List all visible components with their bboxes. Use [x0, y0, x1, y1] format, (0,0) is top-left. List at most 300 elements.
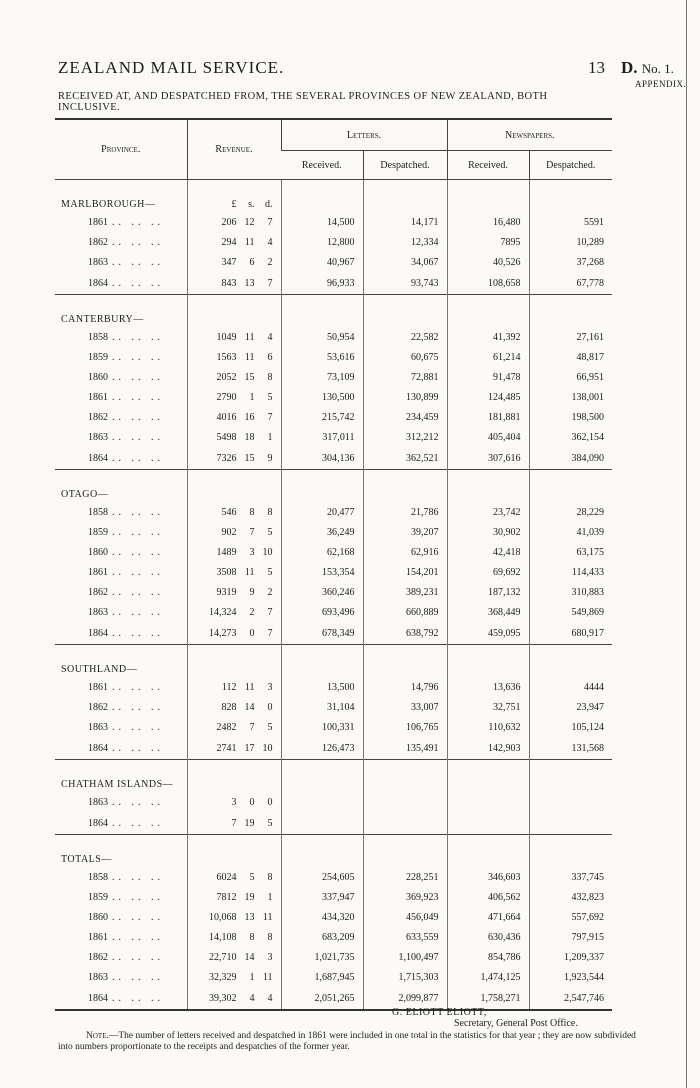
empty-cell [281, 295, 363, 328]
revenue-shillings: 19 [244, 891, 255, 903]
revenue-shillings: 11 [244, 236, 255, 248]
year-cell [55, 697, 187, 717]
newspapers-received-cell: 1,758,271 [447, 987, 529, 1010]
year-cell [55, 542, 187, 562]
year-value: 1861 [88, 681, 108, 693]
revenue-pence: 4 [267, 992, 273, 1004]
revenue-shillings: 1 [249, 391, 255, 403]
revenue-cell [187, 407, 281, 427]
year-value: 1864 [88, 277, 108, 289]
revenue-pence: 0 [267, 701, 273, 713]
newspapers-despatched-cell: 10,289 [529, 232, 612, 252]
year-value: 1864 [88, 452, 108, 464]
leader-dots: .. .. .. [112, 351, 164, 363]
letters-despatched-cell [363, 812, 447, 835]
leader-dots: .. .. .. [112, 911, 164, 923]
letters-received-cell [281, 792, 363, 812]
revenue-units-cell [187, 180, 281, 213]
letters-despatched-cell: 2,099,877 [363, 987, 447, 1010]
revenue-pence: 5 [267, 566, 273, 578]
revenue-pounds: 2790 [216, 391, 237, 403]
letters-received-cell: 62,168 [281, 542, 363, 562]
province-name: OTAGO— [55, 470, 187, 503]
year-cell [55, 677, 187, 697]
leader-dots: .. .. .. [112, 951, 164, 963]
revenue-pence: 5 [267, 391, 273, 403]
newspapers-despatched-cell: 105,124 [529, 717, 612, 737]
revenue-pence: 2 [267, 586, 273, 598]
revenue-cell [187, 502, 281, 522]
header-newspapers-despatched: Despatched. [529, 151, 612, 180]
letters-received-cell: 12,800 [281, 232, 363, 252]
page-header [58, 58, 692, 89]
revenue-shillings: 15 [244, 452, 255, 464]
letters-despatched-cell: 14,171 [363, 212, 447, 232]
letters-received-cell: 215,742 [281, 407, 363, 427]
revenue-cell [187, 387, 281, 407]
table-row [55, 447, 612, 470]
header-newspapers: Newspapers. [447, 119, 612, 151]
province-heading-row [55, 295, 612, 328]
year-cell [55, 367, 187, 387]
table-row [55, 252, 612, 272]
page-number: 13 [588, 58, 605, 77]
leader-dots: .. .. .. [112, 817, 164, 829]
revenue-cell [187, 887, 281, 907]
year-value: 1864 [88, 627, 108, 639]
newspapers-despatched-cell: 23,947 [529, 697, 612, 717]
footnote-text: —The number of letters received and despatched in 1861 were included in one total in the statistics for that year ; they are now subdivided into numbers proportionate to the receipts and despatches of the former year. [58, 1031, 636, 1052]
province-name: SOUTHLAND— [55, 645, 187, 678]
revenue-cell [187, 907, 281, 927]
revenue-pence: 3 [267, 951, 273, 963]
newspapers-received-cell: 181,881 [447, 407, 529, 427]
revenue-units-cell [187, 645, 281, 678]
revenue-pounds: 112 [221, 681, 237, 693]
footnote-label: Note. [86, 1031, 109, 1041]
newspapers-received-cell: 91,478 [447, 367, 529, 387]
year-cell [55, 427, 187, 447]
letters-received-cell: 2,051,265 [281, 987, 363, 1010]
leader-dots: .. .. .. [112, 506, 164, 518]
letters-received-cell: 20,477 [281, 502, 363, 522]
revenue-pence: 10 [262, 742, 273, 754]
letters-received-cell: 317,011 [281, 427, 363, 447]
header-letters: Letters. [281, 119, 447, 151]
revenue-pence: 4 [267, 331, 273, 343]
empty-cell [281, 470, 363, 503]
footnote [58, 1031, 648, 1053]
newspapers-despatched-cell: 1,923,544 [529, 967, 612, 987]
leader-dots: .. .. .. [112, 871, 164, 883]
table-row [55, 562, 612, 582]
currency-unit-pounds: £ [231, 199, 237, 210]
revenue-pence: 4 [267, 236, 273, 248]
revenue-shillings: 14 [244, 701, 255, 713]
revenue-pence: 1 [267, 431, 273, 443]
revenue-shillings: 13 [244, 277, 255, 289]
revenue-cell [187, 347, 281, 367]
newspapers-received-cell: 346,603 [447, 867, 529, 887]
empty-cell [281, 645, 363, 678]
empty-cell [447, 835, 529, 868]
year-value: 1863 [88, 971, 108, 983]
newspapers-received-cell: 61,214 [447, 347, 529, 367]
revenue-pounds: 2741 [216, 742, 237, 754]
table-row [55, 867, 612, 887]
newspapers-received-cell: 16,480 [447, 212, 529, 232]
header-letters-received: Received. [281, 151, 363, 180]
newspapers-despatched-cell: 549,869 [529, 602, 612, 622]
revenue-shillings: 14 [244, 951, 255, 963]
newspapers-despatched-cell: 5591 [529, 212, 612, 232]
newspapers-despatched-cell [529, 812, 612, 835]
revenue-pence: 2 [267, 256, 273, 268]
year-cell [55, 622, 187, 645]
newspapers-despatched-cell: 384,090 [529, 447, 612, 470]
letters-despatched-cell: 154,201 [363, 562, 447, 582]
revenue-pounds: 9319 [216, 586, 237, 598]
letters-received-cell: 1,687,945 [281, 967, 363, 987]
year-cell [55, 387, 187, 407]
revenue-pounds: 7326 [216, 452, 237, 464]
leader-dots: .. .. .. [112, 971, 164, 983]
newspapers-received-cell: 32,751 [447, 697, 529, 717]
letters-despatched-cell: 72,881 [363, 367, 447, 387]
letters-despatched-cell: 456,049 [363, 907, 447, 927]
letters-despatched-cell: 34,067 [363, 252, 447, 272]
revenue-pence: 3 [267, 681, 273, 693]
revenue-pence: 5 [267, 526, 273, 538]
currency-unit-pence: d. [265, 199, 273, 210]
leader-dots: .. .. .. [112, 452, 164, 464]
year-value: 1862 [88, 951, 108, 963]
empty-cell [529, 835, 612, 868]
letters-despatched-cell: 633,559 [363, 927, 447, 947]
empty-cell [529, 760, 612, 793]
year-value: 1862 [88, 236, 108, 248]
letters-received-cell: 53,616 [281, 347, 363, 367]
signature-block [392, 1007, 578, 1029]
revenue-units-cell [187, 470, 281, 503]
empty-cell [447, 645, 529, 678]
letters-received-cell: 304,136 [281, 447, 363, 470]
empty-cell [281, 180, 363, 213]
letters-received-cell: 100,331 [281, 717, 363, 737]
table-row [55, 737, 612, 760]
leader-dots: .. .. .. [112, 331, 164, 343]
leader-dots: .. .. .. [112, 796, 164, 808]
letters-despatched-cell [363, 792, 447, 812]
revenue-cell [187, 622, 281, 645]
revenue-pounds: 206 [221, 216, 237, 228]
revenue-cell [187, 252, 281, 272]
table-header [55, 119, 612, 180]
leader-dots: .. .. .. [112, 546, 164, 558]
year-cell [55, 887, 187, 907]
letters-despatched-cell: 93,743 [363, 272, 447, 295]
leader-dots: .. .. .. [112, 627, 164, 639]
newspapers-received-cell: 471,664 [447, 907, 529, 927]
letters-despatched-cell: 22,582 [363, 327, 447, 347]
table-row [55, 602, 612, 622]
empty-cell [363, 760, 447, 793]
revenue-cell [187, 542, 281, 562]
revenue-pounds: 14,273 [209, 627, 237, 639]
year-cell [55, 812, 187, 835]
leader-dots: .. .. .. [112, 931, 164, 943]
revenue-pounds: 32,329 [209, 971, 237, 983]
table-row [55, 887, 612, 907]
province-heading-row [55, 760, 612, 793]
newspapers-received-cell [447, 812, 529, 835]
revenue-pence: 8 [267, 371, 273, 383]
doc-ref-letter: D. [621, 58, 638, 77]
letters-received-cell: 434,320 [281, 907, 363, 927]
revenue-pence: 7 [267, 627, 273, 639]
letters-received-cell: 683,209 [281, 927, 363, 947]
leader-dots: .. .. .. [112, 431, 164, 443]
revenue-cell [187, 792, 281, 812]
revenue-cell [187, 677, 281, 697]
leader-dots: .. .. .. [112, 391, 164, 403]
revenue-shillings: 5 [249, 871, 255, 883]
leader-dots: .. .. .. [112, 566, 164, 578]
leader-dots: .. .. .. [112, 236, 164, 248]
table-row [55, 947, 612, 967]
table-row [55, 542, 612, 562]
revenue-cell [187, 947, 281, 967]
revenue-cell [187, 232, 281, 252]
newspapers-received-cell: 142,903 [447, 737, 529, 760]
year-value: 1859 [88, 351, 108, 363]
revenue-shillings: 8 [249, 931, 255, 943]
revenue-shillings: 17 [244, 742, 255, 754]
year-cell [55, 502, 187, 522]
revenue-cell [187, 447, 281, 470]
newspapers-received-cell: 368,449 [447, 602, 529, 622]
newspapers-despatched-cell [529, 792, 612, 812]
revenue-cell [187, 867, 281, 887]
revenue-pounds: 294 [221, 236, 237, 248]
letters-despatched-cell: 234,459 [363, 407, 447, 427]
revenue-cell [187, 367, 281, 387]
year-value: 1860 [88, 911, 108, 923]
letters-despatched-cell: 39,207 [363, 522, 447, 542]
newspapers-despatched-cell: 432,823 [529, 887, 612, 907]
revenue-units-cell [187, 295, 281, 328]
empty-cell [529, 180, 612, 213]
leader-dots: .. .. .. [112, 721, 164, 733]
letters-despatched-cell: 312,212 [363, 427, 447, 447]
empty-cell [363, 180, 447, 213]
table-row [55, 717, 612, 737]
signatory-name: G. ELIOTT ELIOTT, [392, 1007, 487, 1018]
revenue-cell [187, 717, 281, 737]
revenue-cell [187, 927, 281, 947]
revenue-pence: 5 [267, 817, 273, 829]
revenue-pounds: 902 [221, 526, 237, 538]
table-row [55, 987, 612, 1010]
year-value: 1864 [88, 742, 108, 754]
revenue-cell [187, 327, 281, 347]
doc-ref-number: No. 1. [641, 61, 674, 76]
leader-dots: .. .. .. [112, 701, 164, 713]
newspapers-received-cell: 108,658 [447, 272, 529, 295]
revenue-shillings: 7 [249, 721, 255, 733]
letters-despatched-cell: 369,923 [363, 887, 447, 907]
leader-dots: .. .. .. [112, 277, 164, 289]
newspapers-received-cell: 187,132 [447, 582, 529, 602]
revenue-pounds: 6024 [216, 871, 237, 883]
revenue-cell [187, 427, 281, 447]
year-value: 1863 [88, 721, 108, 733]
leader-dots: .. .. .. [112, 742, 164, 754]
newspapers-despatched-cell: 37,268 [529, 252, 612, 272]
revenue-pounds: 3508 [216, 566, 237, 578]
revenue-shillings: 19 [244, 817, 255, 829]
letters-despatched-cell: 362,521 [363, 447, 447, 470]
revenue-pence: 11 [262, 911, 273, 923]
year-cell [55, 522, 187, 542]
revenue-pounds: 10,068 [209, 911, 237, 923]
letters-received-cell: 73,109 [281, 367, 363, 387]
table-row [55, 407, 612, 427]
year-value: 1861 [88, 216, 108, 228]
newspapers-received-cell: 630,436 [447, 927, 529, 947]
table-row [55, 522, 612, 542]
revenue-shillings: 11 [244, 566, 255, 578]
newspapers-despatched-cell: 557,692 [529, 907, 612, 927]
table-row [55, 387, 612, 407]
year-value: 1863 [88, 606, 108, 618]
year-value: 1863 [88, 796, 108, 808]
revenue-units-cell [187, 835, 281, 868]
letters-despatched-cell: 1,100,497 [363, 947, 447, 967]
letters-received-cell: 130,500 [281, 387, 363, 407]
empty-cell [529, 295, 612, 328]
year-cell [55, 232, 187, 252]
table-row [55, 812, 612, 835]
revenue-shillings: 3 [249, 546, 255, 558]
newspapers-despatched-cell: 337,745 [529, 867, 612, 887]
newspapers-received-cell: 406,562 [447, 887, 529, 907]
newspapers-received-cell: 41,392 [447, 327, 529, 347]
letters-despatched-cell: 660,889 [363, 602, 447, 622]
year-cell [55, 447, 187, 470]
revenue-pence: 7 [267, 216, 273, 228]
currency-unit-shillings: s. [248, 199, 255, 210]
province-heading-row [55, 470, 612, 503]
year-cell [55, 272, 187, 295]
revenue-shillings: 0 [249, 627, 255, 639]
province-heading-row [55, 835, 612, 868]
newspapers-despatched-cell: 310,883 [529, 582, 612, 602]
empty-cell [363, 645, 447, 678]
revenue-pence: 8 [267, 506, 273, 518]
empty-cell [529, 645, 612, 678]
empty-cell [363, 295, 447, 328]
table-row [55, 697, 612, 717]
letters-despatched-cell: 62,916 [363, 542, 447, 562]
newspapers-received-cell [447, 792, 529, 812]
page-title: ZEALAND MAIL SERVICE. [58, 58, 285, 77]
newspapers-despatched-cell: 48,817 [529, 347, 612, 367]
revenue-pounds: 2052 [216, 371, 237, 383]
letters-received-cell: 36,249 [281, 522, 363, 542]
letters-received-cell: 693,496 [281, 602, 363, 622]
newspapers-despatched-cell: 41,039 [529, 522, 612, 542]
year-cell [55, 407, 187, 427]
revenue-cell [187, 522, 281, 542]
revenue-pounds: 1049 [216, 331, 237, 343]
signatory-role: Secretary, General Post Office. [454, 1018, 578, 1029]
table-row [55, 967, 612, 987]
newspapers-despatched-cell: 4444 [529, 677, 612, 697]
newspapers-despatched-cell: 2,547,746 [529, 987, 612, 1010]
revenue-pounds: 3 [231, 796, 237, 808]
revenue-shillings: 0 [249, 796, 255, 808]
year-cell [55, 252, 187, 272]
year-value: 1860 [88, 546, 108, 558]
revenue-pence: 6 [267, 351, 273, 363]
empty-cell [363, 470, 447, 503]
revenue-cell [187, 967, 281, 987]
revenue-shillings: 13 [244, 911, 255, 923]
revenue-pence: 10 [262, 546, 273, 558]
revenue-pence: 5 [267, 721, 273, 733]
revenue-cell [187, 987, 281, 1010]
newspapers-received-cell: 40,526 [447, 252, 529, 272]
leader-dots: .. .. .. [112, 891, 164, 903]
year-value: 1863 [88, 256, 108, 268]
leader-dots: .. .. .. [112, 681, 164, 693]
letters-despatched-cell: 106,765 [363, 717, 447, 737]
newspapers-despatched-cell: 114,433 [529, 562, 612, 582]
revenue-pounds: 1563 [216, 351, 237, 363]
mail-statistics-table [55, 118, 612, 1011]
letters-received-cell: 1,021,735 [281, 947, 363, 967]
year-cell [55, 907, 187, 927]
empty-cell [281, 835, 363, 868]
letters-received-cell: 360,246 [281, 582, 363, 602]
province-name: TOTALS— [55, 835, 187, 868]
table-row [55, 677, 612, 697]
table-row [55, 622, 612, 645]
table-row [55, 927, 612, 947]
revenue-pounds: 546 [221, 506, 237, 518]
revenue-shillings: 11 [244, 351, 255, 363]
year-cell [55, 867, 187, 887]
letters-despatched-cell: 21,786 [363, 502, 447, 522]
year-cell [55, 927, 187, 947]
revenue-cell [187, 812, 281, 835]
year-cell [55, 737, 187, 760]
table-row [55, 347, 612, 367]
year-cell [55, 717, 187, 737]
year-value: 1858 [88, 506, 108, 518]
revenue-pence: 1 [267, 891, 273, 903]
table-row [55, 427, 612, 447]
revenue-cell [187, 697, 281, 717]
letters-despatched-cell: 60,675 [363, 347, 447, 367]
letters-received-cell: 337,947 [281, 887, 363, 907]
revenue-units-cell [187, 760, 281, 793]
year-value: 1858 [88, 871, 108, 883]
revenue-shillings: 8 [249, 506, 255, 518]
revenue-pounds: 843 [221, 277, 237, 289]
newspapers-received-cell: 7895 [447, 232, 529, 252]
